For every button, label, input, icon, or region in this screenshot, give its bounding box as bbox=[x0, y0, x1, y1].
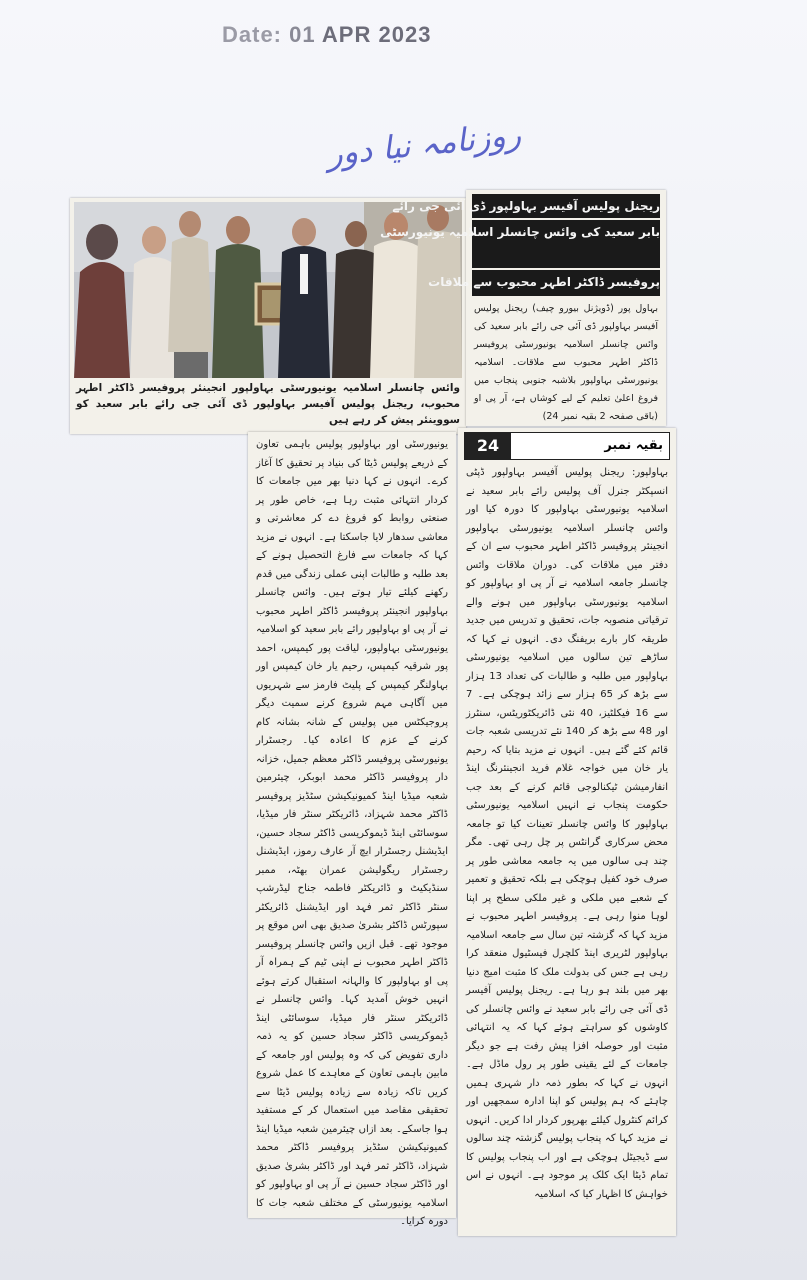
right-column-text: بہاولپور: ریجنل پولیس آفیسر بہاولپور ڈپٹی انسپکٹر جنرل آف پولیس رائے بابر سعید نے اسلامیہ یونیورسٹی بہاولپور کا دورہ کیا اور وائس چانسلر اسلامیہ یونیورسٹی بہاولپور انجینئر پروفیسر ڈاکٹر اطہر محبوب سے ان کے دفتر میں ملاقات کی۔ دوران ملاقات وائس چانسلر جامعہ اسلامیہ نے آر پی او بہاولپور کو اسلامیہ یونیورسٹی بہاولپور میں ہونے والے ترقیاتی منصوبہ جات، تحقیق و تدریس میں جدید طریقہ کار بارے بریفنگ دی۔ انہوں نے کہا کہ ساڑھے تین سالوں میں اسلامیہ یونیورسٹی بہاولپور میں طلبہ و طالبات کی تعداد 13 ہزار سے بڑھ کر 65 ہزار سے زائد ہوچکی ہے۔ 7 سے 16 فیکلٹیز، 40 نئی ڈائریکٹوریٹس، سنٹرز اور 48 سے بڑھ کر 140 نئے تدریسی شعبہ جات قائم کئے گئے ہیں۔ انہوں نے مزید بتایا کہ رحیم یار خان میں خواجہ غلام فرید انجینئرنگ اینڈ انفارمیشن ٹیکنالوجی قائم کرنے کے بعد جب حکومت پنجاب نے انہیں اسلامیہ یونیورسٹی بہاولپور کا وائس چانسلر تعینات کیا تو جامعہ محض سرکاری گرانٹس پر چل رہی تھی۔ مگر چند ہی سالوں میں یہ جامعہ معاشی طور پر صرف خود کفیل ہوچکی ہے بلکہ تحقیق و تعمیر کے شعبے میں ملکی و غیر ملکی سطح پر اپنا لوہا منوا رہی ہے۔ پروفیسر اطہر محبوب نے مزید کہا کہ گزشتہ تین سال سے جامعہ اسلامیہ بہاولپور لٹریری اینڈ کلچرل فیسٹیول منعقد کرا رہی ہے جس کی بدولت ملک کا مثبت امیج دنیا بھر میں بلند ہو رہا ہے۔ ریجنل پولیس آفیسر ڈی آئی جی رائے بابر سعید نے وائس چانسلر کی کاوشوں کو سراہتے ہوئے کہا کہ یہ انتہائی مثبت اور حوصلہ افزا پیش رفت ہے جو دیگر جامعات کے لئے یقینی طور پر رول ماڈل ہے۔ انہوں نے کہا کہ بطور ذمہ دار شہری ہمیں چاہئے کہ ہم پولیس کو اپنا ادارہ سمجھیں اور کرائم کنٹرول کیلئے بھرپور کردار ادا کریں۔ انہوں نے مزید کہا کہ پنجاب پولیس گزشتہ چند سالوں سے ڈیجیٹل ہوچکی ہے اور اب پنجاب پولیس کا تمام ڈیٹا ایک کلک پر موجود ہے۔ انہوں نے اس خواہش کا اظہار کیا کہ اسلامیہ bbox=[466, 467, 669, 1200]
headline-line-2: بابر سعید کی وائس چانسلر اسلامیہ یونیورسٹی bbox=[472, 220, 660, 268]
date-day: 01 bbox=[289, 22, 316, 47]
date-year: 2023 bbox=[378, 22, 432, 47]
headline-line-1: ریجنل پولیس آفیسر بہاولپور ڈی آئی جی رائے bbox=[472, 194, 660, 218]
left-column-text: یونیورسٹی اور بہاولپور پولیس باہمی تعاون کے ذریعے پولیس ڈیٹا کی بنیاد پر تحقیق کا آغاز کرے۔ انہوں نے کہا دنیا بھر میں جامعات کا کردار انتہائی مثبت رہا ہے، خاص طور پر صنعتی روابط کو فروغ دے کر معاشرتی و معاشی سدھار لایا جاسکتا ہے۔ انہوں نے مزید کہا کہ جامعات سے فارغ التحصیل ہونے کے بعد طلبہ و طالبات اپنی عملی زندگی میں قدم رکھنے کیلئے تیار ہوتے ہیں۔ وائس چانسلر بہاولپور انجینئر پروفیسر ڈاکٹر اطہر محبوب نے آر پی او بہاولپور رائے بابر سعید کو اسلامیہ یونیورسٹی بہاولپور، لیاقت پور کیمپس، احمد پور شرقیہ کیمپس، رحیم یار خان کیمپس اور بہاولنگر کیمپس کے پلیٹ فارمز سے شہریوں میں آگاہی مہم شروع کرنے سمیت دیگر پروجیکٹس میں پولیس کے شانہ بشانہ کام کرنے کے عزم کا اعادہ کیا۔ رجسٹرار یونیورسٹی پروفیسر ڈاکٹر معظم جمیل، خزانہ دار پروفیسر ڈاکٹر محمد ابوبکر، چیئرمین شعبہ میڈیا اینڈ کمیونیکیشن سٹڈیز پروفیسر ڈاکٹر محمد شہزاد، ڈائریکٹر سنٹر فار میڈیا، سوسائٹی اینڈ ڈیموکریسی ڈاکٹر سجاد حسین، ایڈیشنل رجسٹرار ایچ آر عارف رموز، ایڈیشنل رجسٹرار ریگولیشن عمران بھٹہ، ممبر سنڈیکیٹ و ڈائریکٹر فاطمہ جناح لیڈرشپ سنٹر ڈاکٹر ثمر فہد اور ایڈیشنل ڈائریکٹر سپورٹس ڈاکٹر بشریٰ صدیق بھی اس موقع پر موجود تھے۔ قبل ازیں وائس چانسلر پروفیسر ڈاکٹر اطہر محبوب نے اپنی ٹیم کے ہمراہ آر پی او بہاولپور کا والہانہ استقبال کرتے ہوئے انہیں خوش آمدید کہا۔ وائس چانسلر نے ڈائریکٹر سنٹر فار میڈیا، سوسائٹی اینڈ ڈیموکریسی ڈاکٹر سجاد حسین کو یہ ذمہ داری تفویض کی کہ وہ پولیس اور جامعہ کے مابین باہمی تعاون کے معاہدے کا عمل شروع کریں تاکہ زیادہ سے زیادہ پولیس ڈیٹا سے تحقیقی مقاصد میں استعمال کر کے مستفید ہوا جاسکے۔ بعد ازاں چیئرمین شعبہ میڈیا اینڈ کمیونیکیشن سٹڈیز پروفیسر ڈاکٹر محمد شہزاد، ڈاکٹر ثمر فہد اور ڈاکٹر بشریٰ صدیق اور ڈاکٹر سجاد حسین نے آر پی او بہاولپور کو اسلامیہ یونیورسٹی کے مختلف شعبہ جات کا دورہ کرایا۔ bbox=[256, 439, 448, 1227]
article-column-right bbox=[458, 428, 676, 1236]
article-column-left bbox=[248, 432, 456, 1227]
continuation-label: بقیہ نمبر bbox=[604, 438, 663, 453]
headline-line-3: پروفیسر ڈاکٹر اطہر محبوب سے ملاقات bbox=[472, 270, 660, 296]
photo-caption: وائس چانسلر اسلامیہ یونیورسٹی بہاولپور انجینئر پروفیسر ڈاکٹر اطہر محبوب، ریجنل پولیس آفیسر بہاولپور ڈی آئی جی رائے بابر سعید کو سووینئر پیش کر رہے ہیں bbox=[76, 382, 460, 426]
headline-intro-text: بہاول پور (ڈویژنل بیورو چیف) ریجنل پولیس آفیسر بہاولپور ڈی آئی جی رائے بابر سعید کی وائس چانسلر اسلامیہ یونیورسٹی پروفیسر ڈاکٹر اطہر محبوب سے ملاقات۔ اسلامیہ یونیورسٹی بہاولپور بلاشبہ جنوبی پنجاب میں فروغ اعلیٰ تعلیم کے لیے کوشاں ہے، آر پی او (باقی صفحہ 2 بقیہ نمبر 24) bbox=[474, 303, 658, 422]
continuation-header bbox=[464, 432, 670, 460]
date-label: Date: bbox=[222, 22, 283, 47]
date-stamp bbox=[222, 22, 431, 48]
continuation-number: 24 bbox=[465, 433, 511, 459]
headline-clipping bbox=[380, 190, 666, 426]
newspaper-name-handwritten: روزنامہ نیا دور bbox=[325, 114, 523, 174]
date-month: APR bbox=[321, 22, 372, 47]
